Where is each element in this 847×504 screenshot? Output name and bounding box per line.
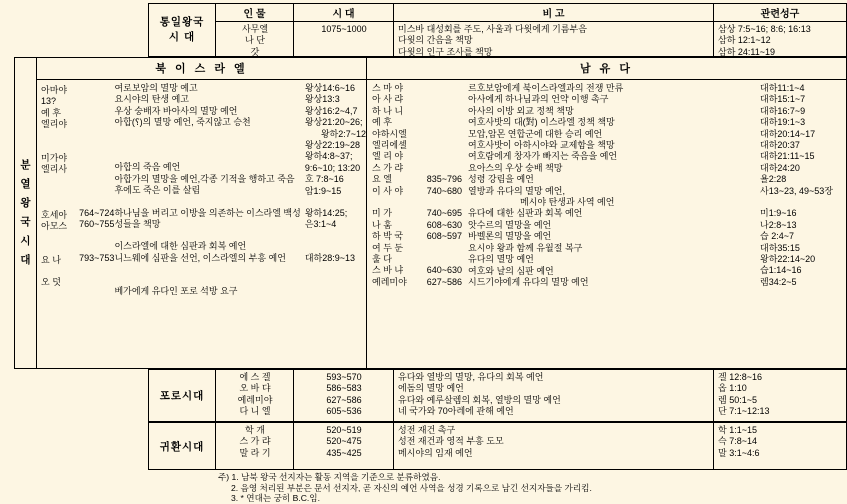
period-label-char: 국 xyxy=(20,216,31,228)
list-item: 아모스 xyxy=(41,221,68,232)
list-item: 미 가 xyxy=(372,208,392,219)
list-item: 스 가 랴 xyxy=(372,162,404,173)
year-value: 740~680 xyxy=(426,185,462,196)
list-item: 예레미야 xyxy=(237,394,273,405)
list-item: 왕상13:3 xyxy=(304,94,340,105)
list-item: 야하시엘 xyxy=(372,128,407,139)
return-reference-column xyxy=(714,423,846,469)
column-header-reference: 관련성구 xyxy=(714,4,846,22)
list-item: 시드기야에게 유다의 멸망 예언 xyxy=(468,276,589,287)
south-prophecy-column xyxy=(468,83,756,288)
north-israel-header: 북 이 스 라 엘 xyxy=(37,58,366,80)
list-item: 말 3:1~4:6 xyxy=(718,447,760,458)
year-value: 740~695 xyxy=(426,208,462,219)
period-label-char: 시 xyxy=(20,235,31,247)
list-item: 후에도 죽은 이를 살림 xyxy=(114,185,201,196)
list-item: 호세아 xyxy=(41,209,68,220)
unified-era-column xyxy=(294,4,394,56)
list-item: 네 국가와 70아레에 관해 예언 xyxy=(398,406,514,417)
year-value: 640~630 xyxy=(426,265,462,276)
south-reference-column xyxy=(756,83,846,288)
period-label-line-1: 통일왕국 xyxy=(159,16,205,28)
list-item: 모압,암몬 연합군에 대한 승리 예언 xyxy=(468,128,603,139)
list-item: 요시야의 탄생 예고 xyxy=(114,94,189,105)
list-item: 요시야 왕과 함께 유월절 복구 xyxy=(468,242,583,253)
list-item: 엘리에셀 xyxy=(372,140,407,151)
exile-note-column xyxy=(394,370,714,421)
south-years-column xyxy=(416,83,468,288)
divided-kingdom-period-label xyxy=(15,58,37,368)
list-item: 엘리사 xyxy=(41,164,68,175)
year-value: 608~630 xyxy=(426,219,462,230)
south-name-column xyxy=(367,83,416,288)
list-item: 하 나 니 xyxy=(372,105,404,116)
list-item: 아사의 이방 외교 정책 책망 xyxy=(468,105,574,116)
exile-era-column xyxy=(294,370,394,421)
list-item: 훌 다 xyxy=(372,254,392,265)
list-item: 성전 재건 촉구 xyxy=(398,425,456,435)
list-item: 605~536 xyxy=(326,406,362,417)
list-item: 13? xyxy=(41,96,57,107)
footnote-1: 주) 1. 남북 왕국 선지자는 활동 지역을 기준으로 분류하였음. xyxy=(218,472,441,482)
list-item: 왕상16:2~4,7 xyxy=(304,105,358,116)
period-label-char: 열 xyxy=(20,178,31,190)
list-item: 예 후 xyxy=(372,117,392,128)
exile-period-label-cell xyxy=(149,370,216,421)
list-item: 이 사 야 xyxy=(372,185,404,196)
list-item: 왕상21:20~26; xyxy=(304,117,363,128)
return-period-block xyxy=(148,422,847,470)
list-item: 예레미야 xyxy=(372,276,407,287)
year-value: 627~586 xyxy=(426,276,462,287)
list-item: 말 라 기 xyxy=(239,447,271,458)
list-item: 나2:8~13 xyxy=(760,219,797,230)
list-item: 왕하14:25; xyxy=(304,208,348,219)
list-item: 에 스 겔 xyxy=(239,372,271,382)
list-item: 예 후 xyxy=(41,107,61,118)
year-value: 608~597 xyxy=(426,231,462,242)
list-item: 습 2:4~7 xyxy=(760,231,794,242)
list-item: 삼상 7:5~16; 8:6; 16:13 xyxy=(718,24,811,34)
list-item xyxy=(41,187,76,198)
list-item: 유다의 멸망 예언 xyxy=(468,254,534,265)
list-item: 삼하 12:1~12 xyxy=(718,35,771,46)
list-item: 엘 리 야 xyxy=(372,151,404,162)
footnote-2: 2. 음영 처리된 부분은 문서 선지자, 곧 자신의 예언 사역을 성경 기록으로 남긴 선지자들을 가리킴. xyxy=(231,482,592,493)
list-item: 왕하22:14~20 xyxy=(760,254,816,265)
list-item: 여호사밧의 대(對) 이스라엘 정책 책망 xyxy=(468,117,615,128)
north-israel-section xyxy=(37,58,367,368)
year-value: 835~796 xyxy=(426,174,462,185)
list-item: 아 사 랴 xyxy=(372,94,404,105)
list-item: 유다와 열방의 멸망, 유다의 회복 예언 xyxy=(398,372,544,382)
list-item: 여호람에게 창자가 빠지는 죽음을 예언 xyxy=(468,151,618,162)
column-header-era: 시 대 xyxy=(294,4,393,22)
list-item: 스 바 냐 xyxy=(372,265,404,276)
list-item: 유다와 예루살렘의 회복, 열방의 멸망 예언 xyxy=(398,394,561,405)
list-item: 욜2:28 xyxy=(760,174,787,185)
list-item xyxy=(41,131,76,142)
exile-period-label: 포로시대 xyxy=(159,390,205,402)
period-label-char: 왕 xyxy=(20,197,31,209)
list-item xyxy=(41,232,76,243)
list-item: 앗수르의 멸망을 예언 xyxy=(468,219,552,230)
list-item: 렘34:2~5 xyxy=(760,276,797,287)
list-item: 학 개 xyxy=(245,425,265,435)
unified-kingdom-block xyxy=(148,3,847,57)
list-item: 은3:1~4 xyxy=(304,219,337,230)
list-item: 바벨론의 멸망을 예언 xyxy=(468,231,552,242)
list-item: 대하20:37 xyxy=(760,140,800,151)
list-item: 여호사밧이 아하시야와 교제함을 책망 xyxy=(468,140,615,151)
return-note-column xyxy=(394,423,714,469)
list-item: 미1:9~16 xyxy=(760,208,797,219)
north-prophecy-column xyxy=(114,83,300,298)
list-item: 삼하 24:11~19 xyxy=(718,46,776,57)
exile-reference-column xyxy=(714,370,846,421)
exile-person-column xyxy=(216,370,294,421)
north-reference-column xyxy=(301,83,366,298)
list-item: 520~519 xyxy=(326,425,362,435)
list-item: 요아스의 우상 숭배 책망 xyxy=(468,162,563,173)
list-item: 열방과 유다의 멸망 예언, xyxy=(468,185,565,196)
list-item: 대하19:1~3 xyxy=(760,117,806,128)
list-item: 오 덧 xyxy=(41,277,61,288)
list-item: 호 7:8~16 xyxy=(304,174,344,185)
list-item: 오 바 댜 xyxy=(239,383,271,394)
south-judah-section xyxy=(367,58,846,368)
list-item: 이스라엘에 대한 심판과 회복 예언 xyxy=(114,241,247,252)
era-value: 1075~1000 xyxy=(321,24,367,34)
unified-note-column xyxy=(394,4,714,56)
list-item: 대하35:15 xyxy=(760,242,800,253)
list-item: 왕상22:19~28 xyxy=(304,140,361,151)
unified-kingdom-period-label xyxy=(149,4,216,56)
list-item: 하나님을 버리고 이방을 의존하는 이스라엘 백성 xyxy=(114,207,301,218)
list-item: 아마야 xyxy=(41,85,68,95)
list-item: 메시야 탄생과 사역 예언 xyxy=(520,197,615,208)
north-years-column xyxy=(79,83,114,298)
list-item: 520~475 xyxy=(326,436,362,447)
list-item: 겔 12:8~16 xyxy=(718,372,762,382)
list-item: 슥 7:8~14 xyxy=(718,436,757,447)
column-header-person: 인 물 xyxy=(216,4,293,22)
list-item: 여호와 날의 심판 예언 xyxy=(468,265,554,276)
list-item: 사무엘 xyxy=(241,24,269,34)
north-name-column xyxy=(37,83,79,298)
list-item: 아합의 죽음 예언 xyxy=(114,162,181,173)
list-item: 사13~23, 49~53장 xyxy=(760,185,833,196)
list-item: 나 단 xyxy=(245,35,265,46)
divided-kingdom-block xyxy=(14,57,847,369)
list-item xyxy=(41,176,76,187)
year-value: 793~753 xyxy=(79,252,115,263)
period-label-char: 분 xyxy=(20,159,31,171)
list-item: 593~570 xyxy=(326,372,362,382)
list-item: 갓 xyxy=(250,46,260,57)
list-item: 요 나 xyxy=(41,254,61,265)
footnote-3: 3. * 연대는 궁히 B.C.임. xyxy=(231,493,320,504)
list-item: 단 7:1~12:13 xyxy=(718,406,770,417)
list-item: 9:6~10; 13:20 xyxy=(304,162,361,173)
list-item: 왕하4:8~37; xyxy=(304,151,353,162)
list-item: 대하21:11~15 xyxy=(760,151,815,162)
list-item: 627~586 xyxy=(326,394,362,405)
period-label-line-2: 시 대 xyxy=(168,31,196,43)
list-item: 요 엘 xyxy=(372,174,392,185)
list-item: 왕하2:7~12 xyxy=(320,128,366,139)
list-item: 아합(؟)의 멸망 예언, 죽지않고 승천 xyxy=(114,117,251,128)
exile-period-block xyxy=(148,369,847,422)
list-item: 베가에게 유다인 포로 석방 요구 xyxy=(114,286,238,297)
list-item: 왕상14:6~16 xyxy=(304,83,355,93)
list-item: 성령 강림을 예언 xyxy=(468,174,534,185)
footnotes xyxy=(218,472,638,504)
unified-reference-column xyxy=(714,4,846,56)
list-item: 학 1:1~15 xyxy=(718,425,757,435)
list-item: 대하20:14~17 xyxy=(760,128,816,139)
list-item: 렘 50:1~5 xyxy=(718,394,757,405)
list-item: 옵 1:10 xyxy=(718,383,747,394)
list-item: 스 가 랴 xyxy=(239,436,271,447)
list-item: 우상 숭배자 바아사의 멸망 예언 xyxy=(114,105,238,116)
list-item: 대하24:20 xyxy=(760,162,800,173)
return-period-label: 귀환시대 xyxy=(159,440,205,453)
list-item: 아사에게 하나님과의 언약 이행 촉구 xyxy=(468,94,609,105)
column-header-note: 비 고 xyxy=(394,4,713,22)
list-item: 에돔의 멸망 예언 xyxy=(398,383,464,394)
return-era-column xyxy=(294,423,394,469)
return-person-column xyxy=(216,423,294,469)
list-item: 대하28:9~13 xyxy=(304,252,355,263)
list-item: 미스바 대성회를 주도, 사울과 다윗에게 기름부음 xyxy=(398,24,587,34)
list-item: 여 두 둔 xyxy=(372,242,404,253)
list-item: 나 훔 xyxy=(372,219,392,230)
list-item: 니느웨에 심판을 선언, 이스라엘의 부흥 예언 xyxy=(114,252,286,263)
list-item: 대하16:7~9 xyxy=(760,105,806,116)
list-item: 암1:9~15 xyxy=(304,185,342,196)
list-item: 다 니 엘 xyxy=(239,406,271,417)
list-item: 성전 재건과 영적 부흥 도모 xyxy=(398,436,504,447)
list-item: 여로보암의 멸망 예고 xyxy=(114,83,198,93)
list-item: 435~425 xyxy=(326,447,362,458)
list-item: 다윗의 간음을 책망 xyxy=(398,35,473,46)
south-judah-header: 남 유 다 xyxy=(367,58,846,80)
list-item: 르호보암에게 북이스라엘과의 전쟁 만류 xyxy=(468,83,624,93)
list-item: 하 박 국 xyxy=(372,231,404,242)
list-item: 아합가의 멸망을 예언,각종 기적을 행하고 죽음 xyxy=(114,173,295,184)
list-item: 성들을 책망 xyxy=(114,219,161,230)
list-item: 586~583 xyxy=(326,383,362,394)
year-value: 764~724 xyxy=(79,207,115,218)
return-period-label-cell xyxy=(149,423,216,469)
year-value: 760~755 xyxy=(79,219,115,230)
period-label-char: 대 xyxy=(20,254,31,266)
list-item: 다윗의 인구 조사를 책망 xyxy=(398,46,493,57)
list-item: 유다에 대한 심판과 회복 예언 xyxy=(468,208,583,219)
list-item: 엘리야 xyxy=(41,119,68,130)
list-item: 대하11:1~4 xyxy=(760,83,805,93)
list-item: 스 마 야 xyxy=(372,83,404,93)
list-item: 습1:14~16 xyxy=(760,265,802,276)
list-item: 메시야의 임재 예언 xyxy=(398,447,473,458)
list-item: 대하15:1~7 xyxy=(760,94,806,105)
unified-person-column xyxy=(216,4,294,56)
list-item: 미가야 xyxy=(41,153,68,164)
